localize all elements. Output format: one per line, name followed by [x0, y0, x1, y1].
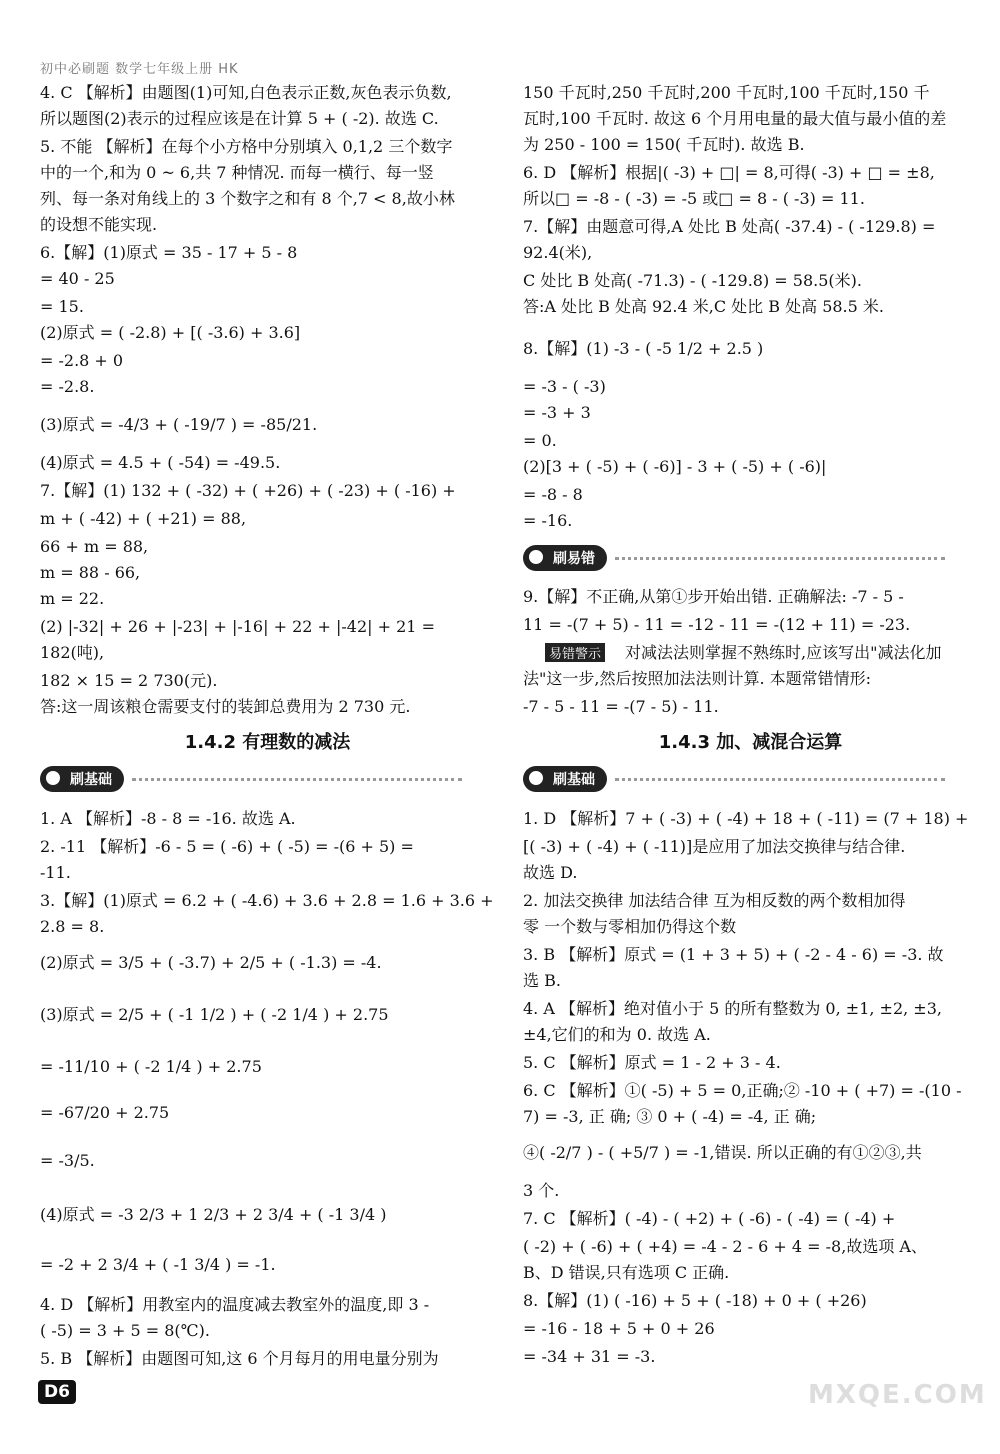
- text-line: = -3 - ( -3): [523, 377, 606, 396]
- tag-basic-right: [523, 766, 945, 792]
- text-line: 5. C 【解析】原式 = 1 - 2 + 3 - 4.: [523, 1053, 781, 1072]
- text-line: 150 千瓦时,250 千瓦时,200 千瓦时,100 千瓦时,150 千: [523, 83, 930, 102]
- text-line: 92.4(米),: [523, 243, 593, 262]
- text-line: m = 88 - 66,: [40, 563, 141, 582]
- dotted-divider: [615, 778, 945, 781]
- text-line: = -8 - 8: [523, 485, 583, 504]
- text-line: 答:A 处比 B 处高 92.4 米,C 处比 B 处高 58.5 米.: [523, 297, 884, 316]
- text-line: ( -2) + ( -6) + ( +4) = -4 - 2 - 6 + 4 = -8,故选项 A、: [523, 1237, 927, 1256]
- text-line: (3)原式 = 2/5 + ( -1 1/2 ) + ( -2 1/4 ) + 2.75: [40, 1005, 389, 1024]
- text-line: ±4,它们的和为 0. 故选 A.: [523, 1025, 711, 1044]
- text-line: m = 22.: [40, 589, 105, 608]
- tag-label: 刷易错: [523, 545, 607, 571]
- text-line: 4. A 【解析】绝对值小于 5 的所有整数为 0, ±1, ±2, ±3,: [523, 999, 942, 1018]
- text-line: 4. C 【解析】由题图(1)可知,白色表示正数,灰色表示负数,: [40, 83, 452, 102]
- text-line: = -3/5.: [40, 1151, 95, 1170]
- text-line: 66 + m = 88,: [40, 537, 149, 556]
- text-line: 2. -11 【解析】-6 - 5 = ( -6) + ( -5) = -(6 + 5) =: [40, 837, 414, 856]
- text-line: 5. 不能 【解析】在每个小方格中分别填入 0,1,2 三个数字: [40, 137, 453, 156]
- tag-label: 刷基础: [40, 766, 124, 792]
- text-line: 的设想不能实现.: [40, 215, 158, 234]
- tag-error-prone: [523, 545, 945, 571]
- page-number: D6: [38, 1380, 76, 1404]
- text-line: (2) |-32| + 26 + |-23| + |-16| + 22 + |-42| + 21 =: [40, 617, 435, 636]
- text-line: 对减法法则掌握不熟练时,应该写出"减法化加: [625, 643, 942, 662]
- text-line: ( -5) = 3 + 5 = 8(℃).: [40, 1321, 210, 1340]
- text-line: = -2.8.: [40, 377, 95, 396]
- tag-label: 刷基础: [523, 766, 607, 792]
- section-title-1-4-2: 1.4.2 有理数的减法: [184, 732, 351, 753]
- text-line: 6. D 【解析】根据|( -3) + □| = 8,可得( -3) + □ = ±8,: [523, 163, 935, 182]
- text-line: 182 × 15 = 2 730(元).: [40, 671, 218, 690]
- text-line: 182(吨),: [40, 643, 105, 662]
- text-line: -11.: [40, 863, 71, 882]
- section-title-1-4-3: 1.4.3 加、减混合运算: [658, 732, 843, 753]
- text-line: = -67/20 + 2.75: [40, 1103, 170, 1122]
- text-line: 2. 加法交换律 加法结合律 互为相反数的两个数相加得: [523, 891, 906, 910]
- text-line: = -3 + 3: [523, 403, 591, 422]
- text-line: (2)[3 + ( -5) + ( -6)] - 3 + ( -5) + ( -6)|: [523, 457, 827, 476]
- text-line: 列、每一条对角线上的 3 个数字之和有 8 个,7 < 8,故小林: [40, 189, 455, 208]
- text-line: 所以□ = -8 - ( -3) = -5 或□ = 8 - ( -3) = 11.: [523, 189, 865, 208]
- text-line: C 处比 B 处高( -71.3) - ( -129.8) = 58.5(米).: [523, 271, 862, 290]
- text-line: 11 = -(7 + 5) - 11 = -12 - 11 = -(12 + 11) = -23.: [523, 615, 911, 634]
- text-line: 4. D 【解析】用教室内的温度减去教室外的温度,即 3 -: [40, 1295, 430, 1314]
- warning-label: 易错警示: [545, 643, 605, 662]
- text-line: 2.8 = 8.: [40, 917, 105, 936]
- text-line: (2)原式 = ( -2.8) + [( -3.6) + 3.6]: [40, 323, 301, 342]
- text-line: 7.【解】(1) 132 + ( -32) + ( +26) + ( -23) + ( -16) +: [40, 481, 456, 500]
- text-line: 1. A 【解析】-8 - 8 = -16. 故选 A.: [40, 809, 296, 828]
- text-line: = -2.8 + 0: [40, 351, 124, 370]
- text-line: = -16.: [523, 511, 573, 530]
- text-line: ④( -2/7 ) - ( +5/7 ) = -1,错误. 所以正确的有①②③,共: [523, 1143, 922, 1162]
- text-line: 1. D 【解析】7 + ( -3) + ( -4) + 18 + ( -11) = (7 + 18) +: [523, 809, 969, 828]
- text-line: [( -3) + ( -4) + ( -11)]是应用了加法交换律与结合律.: [523, 837, 906, 856]
- text-line: 故选 D.: [523, 863, 578, 882]
- text-line: 3 个.: [523, 1181, 560, 1200]
- text-line: = 0.: [523, 431, 557, 450]
- dotted-divider: [615, 557, 945, 560]
- text-line: 法"这一步,然后按照加法法则计算. 本题常错情形:: [523, 669, 872, 688]
- text-line: 6. C 【解析】①( -5) + 5 = 0,正确;② -10 + ( +7) = -(10 -: [523, 1081, 962, 1100]
- text-line: = -16 - 18 + 5 + 0 + 26: [523, 1319, 715, 1338]
- text-line: = -34 + 31 = -3.: [523, 1347, 656, 1366]
- text-line: -7 - 5 - 11 = -(7 - 5) - 11.: [523, 697, 719, 716]
- watermark: MXQE.COM: [808, 1380, 987, 1410]
- text-line: 零 一个数与零相加仍得这个数: [523, 917, 737, 936]
- tag-basic-left: [40, 766, 462, 792]
- text-line: 9.【解】不正确,从第①步开始出错. 正确解法: -7 - 5 -: [523, 587, 904, 606]
- text-line: = -11/10 + ( -2 1/4 ) + 2.75: [40, 1057, 262, 1076]
- text-line: 所以题图(2)表示的过程应该是在计算 5 + ( -2). 故选 C.: [40, 109, 439, 128]
- text-line: 5. B 【解析】由题图可知,这 6 个月每月的用电量分别为: [40, 1349, 439, 1368]
- page-header: 初中必刷题 数学七年级上册 HK: [40, 62, 239, 77]
- text-line: 中的一个,和为 0 ~ 6,共 7 种情况. 而每一横行、每一竖: [40, 163, 434, 182]
- text-line: 8.【解】(1) ( -16) + 5 + ( -18) + 0 + ( +26): [523, 1291, 867, 1310]
- text-line: = 40 - 25: [40, 269, 115, 288]
- text-line: 7) = -3, 正 确; ③ 0 + ( -4) = -4, 正 确;: [523, 1107, 817, 1126]
- text-line: = 15.: [40, 297, 84, 316]
- text-line: (4)原式 = 4.5 + ( -54) = -49.5.: [40, 453, 281, 472]
- text-line: 7. C 【解析】( -4) - ( +2) + ( -6) - ( -4) = ( -4) +: [523, 1209, 896, 1228]
- text-line: 瓦时,100 千瓦时. 故这 6 个月用电量的最大值与最小值的差: [523, 109, 947, 128]
- text-line: m + ( -42) + ( +21) = 88,: [40, 509, 247, 528]
- text-line: 3.【解】(1)原式 = 6.2 + ( -4.6) + 3.6 + 2.8 = 1.6 + 3.6 +: [40, 891, 494, 910]
- text-line: 3. B 【解析】原式 = (1 + 3 + 5) + ( -2 - 4 - 6) = -3. 故: [523, 945, 944, 964]
- text-line: 为 250 - 100 = 150( 千瓦时). 故选 B.: [523, 135, 805, 154]
- text-line: 选 B.: [523, 971, 561, 990]
- text-line: 8.【解】(1) -3 - ( -5 1/2 + 2.5 ): [523, 339, 764, 358]
- text-line: (3)原式 = -4/3 + ( -19/7 ) = -85/21.: [40, 415, 318, 434]
- text-line: (4)原式 = -3 2/3 + 1 2/3 + 2 3/4 + ( -1 3/4 ): [40, 1205, 387, 1224]
- text-line: 答:这一周该粮仓需要支付的装卸总费用为 2 730 元.: [40, 697, 411, 716]
- text-line: = -2 + 2 3/4 + ( -1 3/4 ) = -1.: [40, 1255, 276, 1274]
- text-line: 6.【解】(1)原式 = 35 - 17 + 5 - 8: [40, 243, 298, 262]
- text-line: (2)原式 = 3/5 + ( -3.7) + 2/5 + ( -1.3) = -4.: [40, 953, 382, 972]
- dotted-divider: [132, 778, 462, 781]
- text-line: B、D 错误,只有选项 C 正确.: [523, 1263, 730, 1282]
- text-line: 7.【解】由题意可得,A 处比 B 处高( -37.4) - ( -129.8) =: [523, 217, 936, 236]
